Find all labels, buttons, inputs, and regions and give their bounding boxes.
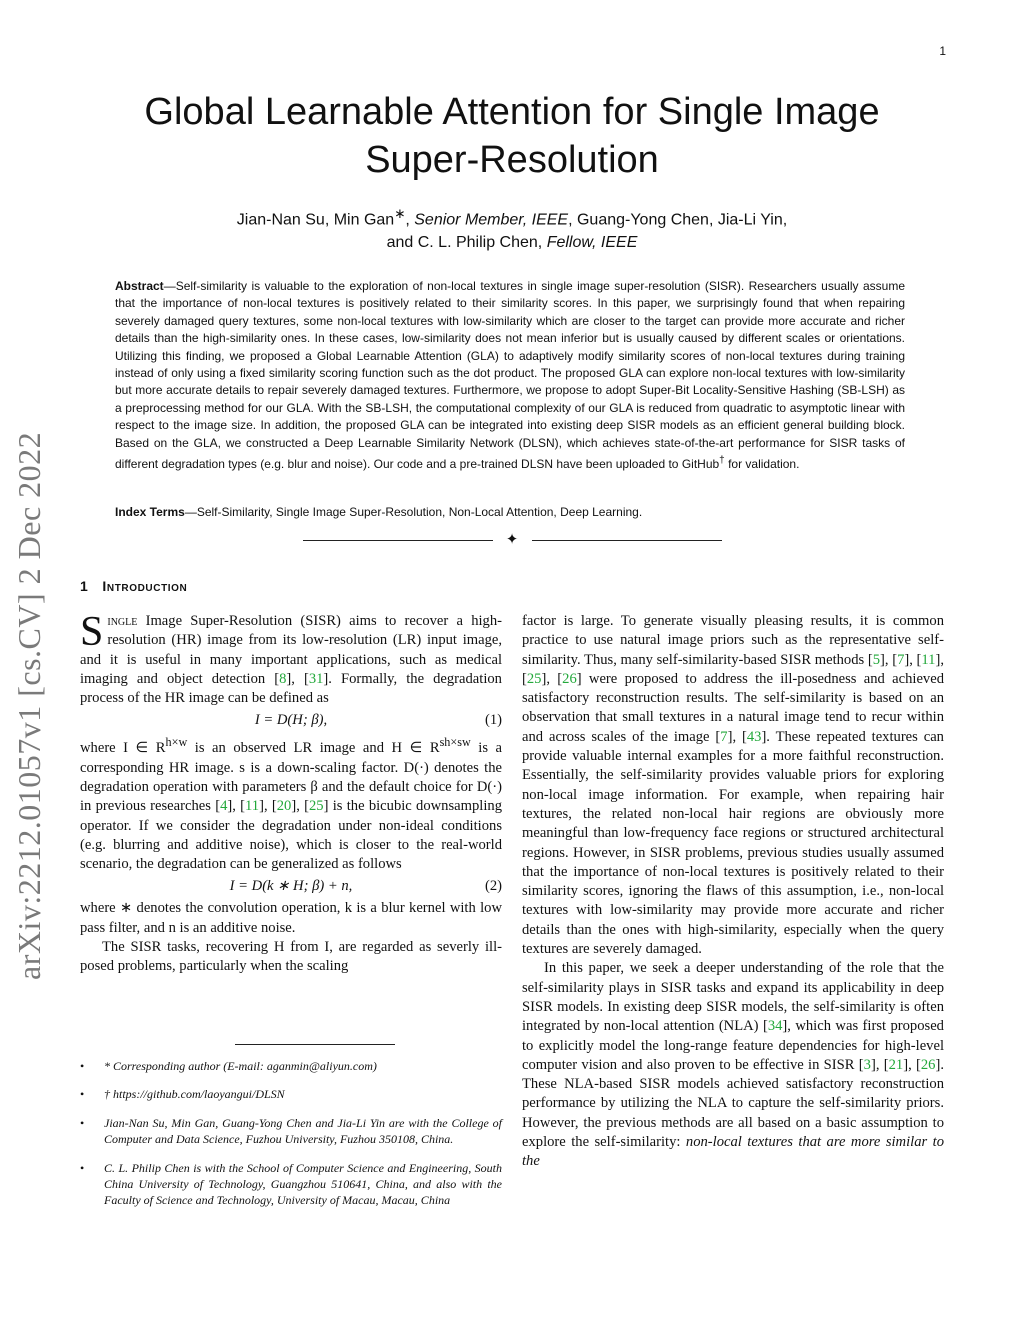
intro-paragraph-1: [80, 609, 502, 708]
equation-2-body: I = D(k ∗ H; β) + n,: [229, 878, 353, 895]
bullet-icon: •: [80, 1059, 85, 1073]
text-run: ], [: [541, 670, 563, 687]
text-run: ], [: [259, 798, 277, 815]
author-role-senior: Senior Member, IEEE: [414, 211, 569, 229]
authors-line-2: [100, 231, 924, 254]
footnote-text: C. L. Philip Chen is with the School of Computer Science and Engineering, South China University of Technology, Guangzhou 510641, China, and also with the Faculty of Science and Technology, University of Macau, Macau, China: [104, 1160, 502, 1208]
abstract-tail: for validation.: [724, 457, 800, 472]
footnote-text[interactable]: † https://github.com/laoyangui/DLSN: [104, 1087, 285, 1102]
intro-paragraph-5: [522, 612, 944, 959]
title-line-2: Super-Resolution: [365, 139, 659, 181]
footnote-text: * Corresponding author (E-mail: aganmin@aliyun.com): [104, 1059, 377, 1073]
citation-link[interactable]: 25: [526, 670, 542, 687]
abstract-text: —Self-similarity is valuable to the exploration of non-local textures in single image super-resolution (SISR). Researchers usually assume that the importance of non-local textures is positively related to their similarity scores. In this paper, we surprisingly found that when repairing severely damaged query textures, some non-local textures with low-similarity which are closer to the target can provide more accurate and richer details than the high-similarity ones. In these cases, low-similarity does not mean inferior but is usually caused by different scales or orientations. Utilizing this finding, we proposed a Global Learnable Attention (GLA) to adaptively modify similarity scores of non-local textures during training instead of only using a fixed similarity scoring function such as the dot product. The proposed GLA can explore non-local textures with low-similarity but more accurate details to repair severely damaged textures. Furthermore, we propose to adopt Super-Bit Locality-Sensitive Hashing (SB-LSH) as a preprocessing method for our GLA. With the SB-LSH, the computational complexity of our GLA is reduced from quadratic to asymptotic linear with respect to the image size. In addition, the proposed GLA can be integrated into existing deep SISR models as an efficient general building block. Based on the GLA, we constructed a Deep Learnable Similarity Network (DLSN), which achieves state-of-the-art performance for SISR tasks of different degradation types (e.g. blur and noise). Our code and a pre-trained DLSN have been uploaded to GitHub: [115, 279, 905, 472]
citation-link[interactable]: 3: [863, 1056, 871, 1073]
citation-link[interactable]: 5: [872, 651, 881, 668]
abstract: [115, 278, 905, 473]
citation-link[interactable]: 21: [888, 1056, 904, 1073]
page-number: 1: [939, 44, 946, 58]
footnote-affiliation-1: [80, 1115, 502, 1148]
text-run: ]. Formally, the degradation process of the HR image can be defined as: [80, 670, 502, 707]
citation-link[interactable]: 11: [921, 651, 936, 668]
text-run: ], which was first proposed to explicitly model the long-range feature dependencies for high-level computer vision and also proven to be effective in SISR [: [522, 1018, 944, 1073]
text-run: Image Super-Resolution (SISR) aims to recover a high-resolution (HR) image from its low-resolution (LR) input image, and it is useful in many important applications, such as medical imaging and object detection [: [80, 613, 502, 687]
intro-paragraph-2: [80, 733, 502, 874]
drop-cap: S: [80, 609, 104, 655]
citation-link[interactable]: 34: [767, 1018, 783, 1035]
intro-paragraph-4: The SISR tasks, recovering H from I, are regarded as severly ill-posed problems, particularly when the scaling: [80, 939, 502, 975]
corresponding-star: ∗: [394, 206, 406, 221]
github-dagger: †: [719, 455, 725, 467]
index-terms-text: —Self-Similarity, Single Image Super-Resolution, Non-Local Attention, Deep Learning.: [184, 505, 643, 519]
text-run: factor is large. To generate visually pleasing results, it is common practice to use natural image priors such as the representative self-similarity. Thus, many self-similarity-based SISR methods [: [522, 613, 944, 668]
text-run: ], [: [903, 1056, 921, 1073]
arxiv-stamp: arXiv:2212.01057v1 [cs.CV] 2 Dec 2022: [11, 431, 47, 980]
bullet-icon: •: [80, 1087, 85, 1102]
citation-link[interactable]: 43: [746, 728, 762, 745]
left-column: [80, 609, 503, 977]
divider-star-icon: ✦: [505, 532, 519, 548]
superscript: sh×sw: [439, 735, 471, 750]
text-run: is a corresponding HR image. s is a down-scaling factor. D(·) denotes the degradation operation with parameters β and the default choice for D(·) in previous researches [: [80, 740, 503, 815]
citation-link[interactable]: 7: [720, 728, 728, 745]
bullet-icon: •: [80, 1160, 85, 1175]
bullet-icon: •: [80, 1115, 85, 1130]
index-terms-label: Index Terms: [115, 505, 185, 519]
footnote-github: [80, 1086, 502, 1102]
section-number: 1: [80, 578, 89, 594]
text-run: ]. These NLA-based SISR models achieved satisfactory reconstruction performance by utilizing the NLA to capture the self-similarity priors. However, the previous methods are all based on a basic assumption to explore the self-similarity:: [522, 1056, 944, 1151]
text-run: is an observed LR image and H ∈ R: [187, 740, 440, 757]
citation-link[interactable]: 31: [308, 670, 324, 687]
text-run: ], [: [880, 651, 898, 668]
text-run: ] were proposed to address the ill-posedness and achieved satisfactory reconstruction results. The self-similarity is based on an observation that small textures in a natural image tend to recur within and across scales of the image [: [522, 670, 944, 745]
footnotes: [80, 1058, 502, 1221]
divider-rule-left: [303, 540, 493, 541]
citation-link[interactable]: 25: [308, 798, 324, 815]
footnote-rule: [235, 1044, 395, 1045]
equation-1-body: I = D(H; β),: [254, 712, 328, 729]
text-run: ]. These repeated textures can provide valuable internal examples for a more faithful reconstruction. Essentially, the self-similarity provides valuable priors for exploring non-local image information. For example, when repairing hair textures, the related non-local hair regions are obviously more meaningful than low-frequency face regions or structured architectural regions. However, in SISR problems, previous studies usually assumed that the importance of non-local textures is positively related to their similarity scores, ignoring the flaws of this assumption, i.e., non-local textures with low-similarity may provide more accurate and richer details than the ones with high-similarity, especially when the query textures are severely damaged.: [522, 728, 944, 958]
authors-block: [100, 202, 924, 254]
abstract-label: Abstract: [115, 279, 164, 293]
section-heading: [80, 578, 187, 594]
equation-1-number: (1): [484, 712, 502, 729]
footnote-affiliation-2: [80, 1160, 502, 1209]
citation-link[interactable]: 8: [279, 670, 287, 687]
author-names-2: , Guang-Yong Chen, Jia-Li Yin,: [568, 211, 788, 229]
text-run: ], [: [227, 798, 246, 815]
author-names-1: Jian-Nan Su, Min Gan: [236, 211, 395, 229]
paper-title: [100, 88, 924, 184]
text-run: ], [: [904, 651, 922, 668]
text-run: ], [: [727, 728, 747, 745]
authors-line-1: [100, 202, 924, 231]
intro-smallcaps: ingle: [107, 613, 138, 629]
citation-link[interactable]: 4: [220, 798, 228, 815]
citation-link[interactable]: 20: [276, 798, 292, 815]
citation-link[interactable]: 26: [562, 670, 577, 687]
italic-assumption: non-local textures that are more similar to the: [522, 1134, 944, 1170]
section-title: Introduction: [102, 578, 188, 594]
equation-1: [80, 710, 502, 731]
text-run: ] is the bicubic downsampling operator. If we consider the degradation under non-ideal conditions (e.g. blurring and additive noise), which is closer to the real-world scenario, the degradation can be generalized as follows: [80, 798, 502, 873]
index-terms: [115, 504, 905, 521]
footnote-text: Jian-Nan Su, Min Gan, Guang-Yong Chen and Jia-Li Yin are with the College of Computer and Data Science, Fuzhou University, Fuzhou 350108, China.: [104, 1115, 502, 1147]
intro-paragraph-3: where ∗ denotes the convolution operation, k is a blur kernel with low pass filter, and n is an additive noise.: [80, 900, 502, 936]
author-separator: ,: [405, 211, 415, 229]
text-run: ], [: [870, 1056, 889, 1073]
citation-link[interactable]: 11: [245, 798, 260, 815]
intro-paragraph-6: [522, 959, 944, 1171]
divider-rule-right: [532, 540, 722, 541]
footnote-corresponding: [80, 1058, 502, 1074]
superscript: h×w: [165, 735, 188, 750]
equation-2-number: (2): [484, 878, 502, 895]
citation-link[interactable]: 7: [897, 651, 905, 668]
text-run: ], [: [291, 798, 309, 815]
text-run: where I ∈ R: [80, 740, 166, 757]
text-run: ], [: [286, 670, 309, 687]
author-names-3: and C. L. Philip Chen,: [386, 234, 547, 252]
title-line-1: Global Learnable Attention for Single Image: [144, 91, 880, 133]
citation-link[interactable]: 26: [920, 1056, 936, 1073]
right-column: [522, 612, 944, 1172]
equation-2: [80, 876, 502, 897]
author-role-fellow: Fellow, IEEE: [546, 234, 638, 252]
text-run: ], [: [522, 651, 944, 687]
text-run: In this paper, we seek a deeper understanding of the role that the self-similarity plays in SISR tasks and expand its applicability in deep SISR models. In existing deep SISR models, the self-similarity is often integrated by non-local attention (NLA) [: [522, 960, 944, 1035]
